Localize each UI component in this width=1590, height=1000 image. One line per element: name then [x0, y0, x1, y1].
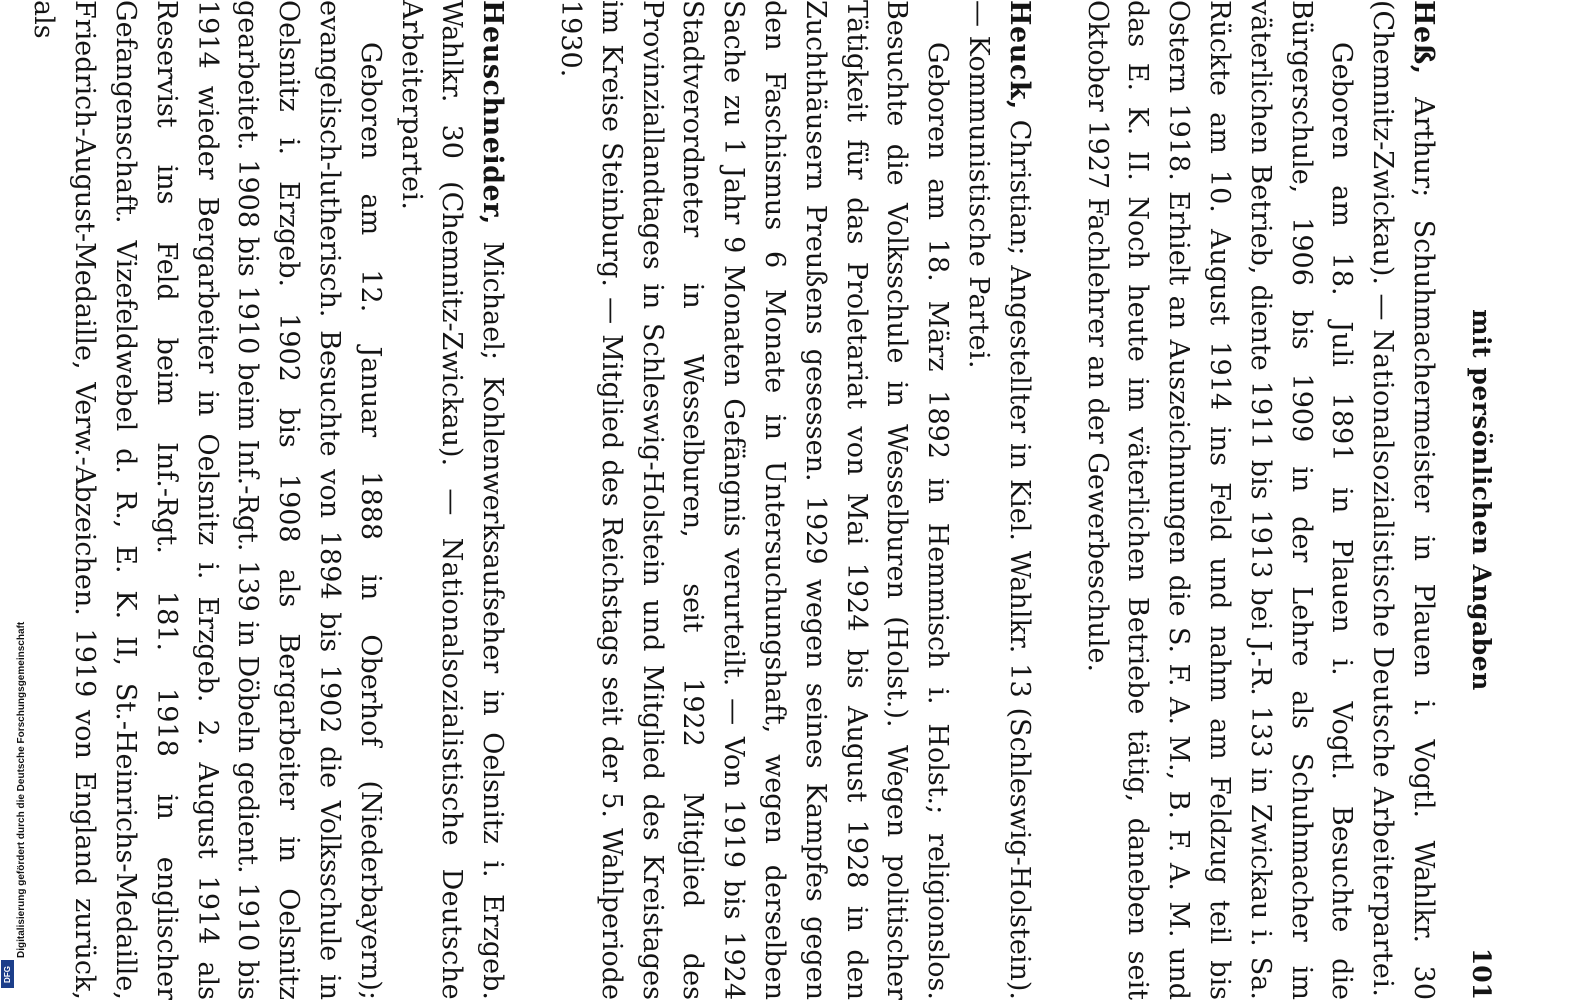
entry-name: Heuck, — [1003, 0, 1035, 110]
entry-header-text: Christian; Angestellter in Kiel. Wahlkr. 13 (Schleswig-Holstein). — — [963, 0, 1035, 1000]
dfg-logo-text: DFG — [3, 965, 13, 983]
digitization-credit — [0, 0, 27, 1000]
entry-header — [957, 0, 1039, 1000]
document-page — [20, 0, 1520, 1000]
running-head — [1454, 0, 1514, 1000]
entry-name: Heuschneider, — [477, 0, 509, 225]
biography-entry — [23, 0, 513, 1000]
biography-entry — [1076, 0, 1443, 1000]
biography-entry — [549, 0, 1039, 1000]
entry-header — [390, 0, 512, 1000]
running-head-title: mit persönlichen Angaben — [1467, 309, 1496, 691]
entry-biography: Geboren am 18. Juli 1891 in Plauen i. Vogtl. Besuchte die Bürgerschule, 1906 bis 1909 in der Lehre als Schuhmacher im väterlichen Betrieb, diente 1911 bis 1913 bei J.-R. 133 in Zwickau i. Sa. Rückte am 10. August 1914 ins Feld und nahm am Feldzug teil bis Ostern 1918. Erhielt an Auszeichnungen die S. F. A. M., B. F. A. M. und das E. K. II. Noch heute im väterlichen Betriebe tätig, daneben seit Oktober 1927 Fachlehrer an der Gewerbeschule. — [1081, 0, 1358, 1000]
dfg-logo — [1, 960, 14, 988]
entry-biography: Geboren am 12. Januar 1888 in Oberhof (Niederbayern); evangelisch-lutherisch. Besuchte von 1894 bis 1902 die Volksschule in Oelsnitz i. Erzgeb. 1902 bis 1908 als Bergarbeiter in Oelsnitz gearbeitet. 1908 bis 1910 beim Inf.-Rgt. 139 in Döbeln gedient. 1910 bis 1914 wieder Bergarbeiter in Oelsnitz i. Erzgeb. 2. August 1914 als Reservist ins Feld beim Inf.-Rgt. 181. 1918 in englischer Gefangenschaft. Vizefeldwebel d. R., E. K. II, St.-Heinrichs-Medaille, Friedrich-August-Medaille, Verw.-Abzeichen. 1919 von England zurück, als — [28, 0, 386, 1000]
page-number: 101 — [1467, 947, 1496, 1000]
entry-party: Kommunistische Partei. — [963, 35, 995, 369]
entry-header-text: Arthur; Schuhmachermeister in Plauen i. Vogtl. Wahlkr. 30 (Chemnitz-Zwickau). — — [1367, 0, 1439, 1000]
entry-party: Nationalsozialistische Deutsche Arbeiterpartei. — [395, 0, 468, 1000]
entry-header — [1361, 0, 1443, 1000]
entry-biography: Geboren am 18. März 1892 in Hemmisch i. Holst.; religionslos. Besuchte die Volksschule in Wesselburen (Holst.). Wegen politischer Tätigkeit für das Proletariat von Mai 1924 bis August 1928 in den Zuchthäusern Preußens gesessen. 1929 wegen seines Kampfes gegen den Faschismus 6 Monate in Untersuchungshaft, wegen derselben Sache zu 1 Jahr 9 Monaten Gefängnis verurteilt. — Von 1919 bis 1924 Stadtverordneter in Wesselburen, seit 1922 Mitglied des Provinziallandtages in Schleswig-Holstein und Mitglied des Kreistages im Kreise Steinburg. — Mitglied des Reichstags seit der 5. Wahlperiode 1930. — [555, 0, 954, 1000]
entry-name: Heß, — [1408, 0, 1439, 75]
entry-party: Nationalsozialistische Deutsche Arbeiterpartei. — [1367, 329, 1399, 998]
entry-header-text: Michael; Kohlenwerksaufseher in Oelsnitz i. Erzgeb. Wahlkr. 30 (Chemnitz-Zwickau). — — [436, 0, 509, 1000]
credit-text: Digitalisierung gefördert durch die Deutsche Forschungsgemeinschaft — [16, 621, 27, 958]
